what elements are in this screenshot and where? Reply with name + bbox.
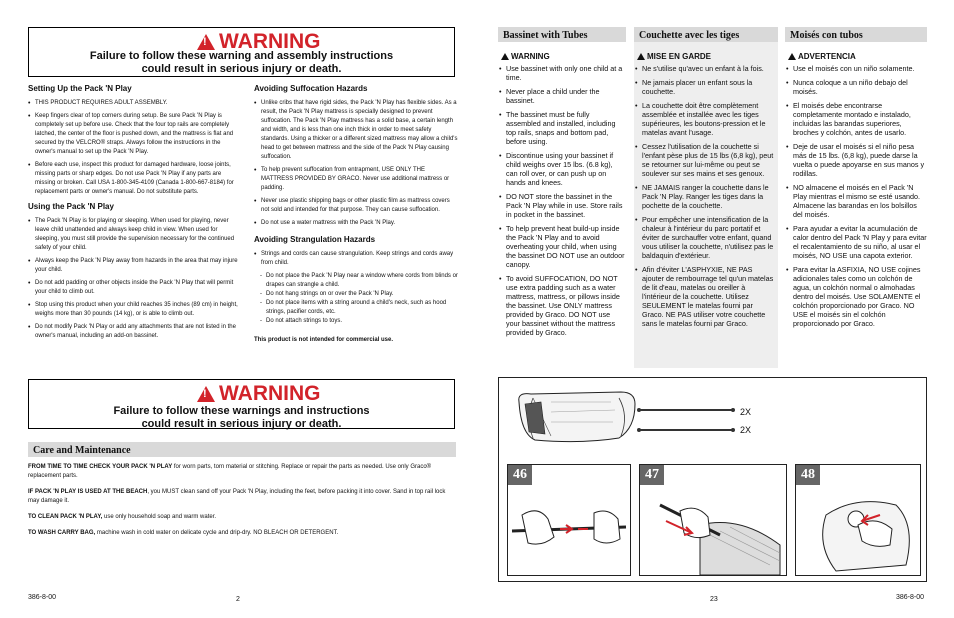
column-header: Bassinet with Tubes	[498, 27, 626, 42]
column-warning: MISE EN GARDE	[647, 52, 712, 61]
section-heading: Avoiding Suffocation Hazards	[254, 84, 368, 93]
care-paragraph: IF PACK 'N PLAY IS USED AT THE BEACH, you MUST clean sand off your Pack 'N Play, including the feet, before packing it into cover. Sand in top rail lock may damage it.	[28, 489, 446, 504]
list-item: • NE JAMAIS ranger la couchette dans le Pack 'N Play. Ranger les tiges dans la pochette de la couchette.	[634, 183, 774, 210]
list-item: • THIS PRODUCT REQUIRES ADULT ASSEMBLY.	[28, 99, 238, 108]
footer-code: 386-8-00	[28, 594, 57, 601]
bassinet-illustration	[511, 388, 641, 446]
tube-illustration	[637, 402, 737, 436]
using-list	[28, 217, 238, 341]
list-item: - Do not place the Pack 'N Play near a window where cords from blinds or drapes can strangle a child.	[260, 272, 458, 290]
list-item: • Do not use a water mattress with the Pack 'N Play.	[254, 219, 458, 228]
list-item: • Nunca coloque a un niño debajo del moisés.	[785, 78, 927, 96]
list-item: • To avoid SUFFOCATION, DO NOT use extra padding such as a water mattress, mattress, or pillows inside the bassinet. Use ONLY mattress provided by Graco. DO NOT use your bassinet without the mattress provided by Graco.	[498, 274, 626, 337]
warning-title: WARNING	[219, 30, 321, 53]
suffocation-list	[254, 99, 458, 228]
part-quantity: 2X	[740, 425, 752, 435]
list-item: • Use el moisés con un niño solamente.	[785, 64, 927, 73]
figure-number: 46	[508, 465, 532, 485]
warning-box-top	[28, 27, 455, 77]
care-paragraph: FROM TIME TO TIME CHECK YOUR PACK 'N PLAY for worn parts, torn material or stitching. Replace or repair the parts as needed. Use only Graco® replacement parts.	[28, 464, 432, 479]
list-item: • Use bassinet with only one child at a time.	[498, 64, 626, 82]
figure-number: 48	[796, 465, 820, 485]
list-item: - Do not place items with a string around a child's neck, such as hood strings, pacifier cords, etc.	[260, 299, 458, 317]
figure-number: 47	[640, 465, 664, 485]
list-item: - Do not hang strings on or over the Pack 'N Play.	[260, 290, 458, 299]
list-item: • To help prevent suffocation from entrapment, USE ONLY THE MATTRESS PROVIDED BY GRACO. Never use additional mattress or padding.	[254, 166, 458, 193]
column-warning: WARNING	[511, 52, 550, 61]
list-item: • NO almacene el moisés en el Pack 'N Play mientras el mismo se esté usando. Almacene las barandas en los bolsillos del moisés.	[785, 183, 927, 219]
list-item: • Para evitar la ASFIXIA, NO USE cojines adicionales tales como un colchón de agua, un colchón normal o almohadas dentro del moisés. Use SOLAMENTE el colchón proporcionado por Graco. NO USE el moisés sin el colchón proporcionado por Graco.	[785, 265, 927, 328]
strangulation-dash-list	[260, 272, 458, 326]
column-list	[498, 64, 626, 337]
list-item: • Never place a child under the bassinet.	[498, 87, 626, 105]
warning-box-bottom	[28, 379, 455, 429]
list-item: • Stop using this product when your child reaches 35 inches (89 cm) in height, weighs more than 30 pounds (14 kg), or is able to climb out.	[28, 301, 238, 319]
strangulation-list	[254, 250, 458, 268]
warning-triangle-icon	[197, 386, 215, 402]
warning-line: could result in serious injury or death.	[141, 63, 342, 75]
list-item: • Do not modify Pack 'N Play or add any attachments that are not listed in the owner's manual, including an add-on bassinet.	[28, 323, 238, 341]
column-english	[498, 27, 626, 342]
list-item: • La couchette doit être complètement assemblée et installée avec les tiges supérieures, les boutons-pression et le matelas avant l'usage.	[634, 101, 774, 137]
list-item: • Deje de usar el moisés si el niño pesa más de 15 lbs. (6,8 kg), puede darse la vuelta o puede apoyarse en sus manos y rodillas.	[785, 142, 927, 178]
inserting-tube-illustration	[640, 485, 786, 575]
column-list	[634, 64, 778, 328]
list-item: • Before each use, inspect this product for damaged hardware, loose joints, missing parts or sharp edges. Do not use Pack 'N Play if any parts are missing or broken. Call USA 1-800-345-4109 (Canada 1-800-667-8184) for replacement parts or owner's manual. Do not substitute parts.	[28, 161, 238, 197]
warning-triangle-icon	[637, 53, 645, 60]
warning-line: could result in serious injury or death.	[141, 418, 342, 430]
commercial-note: This product is not intended for commercial use.	[254, 337, 394, 343]
page-number: 2	[236, 596, 240, 603]
list-item: • El moisés debe encontrarse completamente montado e instalado, incluidas las barandas superiores, broches y colchón, antes de usarlo.	[785, 101, 927, 137]
page-number: 23	[710, 596, 718, 603]
warning-line: Failure to follow these warnings and instructions	[113, 405, 370, 417]
section-heading: Setting Up the Pack 'N Play	[28, 84, 132, 93]
list-item: • Pour empêcher une intensification de la chaleur à l'intérieur du parc portatif et éviter de surchauffer votre enfant, quand vous utiliser la couchette, n'utilisez pas le baldaquin d'extérieur.	[634, 215, 774, 260]
setup-list	[28, 99, 238, 197]
list-item: • Ne s'utilise qu'avec un enfant à la fois.	[634, 64, 774, 73]
hazards-section	[254, 84, 458, 345]
list-item: • Do not add padding or other objects inside the Pack 'N Play that will permit your child to climb out.	[28, 279, 238, 297]
figure-47	[639, 464, 787, 576]
list-item: • Discontinue using your bassinet if child weighs over 15 lbs. (6.8 kg), can roll over, or can push up on hands and knees.	[498, 151, 626, 187]
list-item: • Para ayudar a evitar la acumulación de calor dentro del Pack 'N Play y para evitar el recalentamiento de su niño, al usar el moisés, NO USE una capota exterior.	[785, 224, 927, 260]
column-spanish	[785, 27, 927, 333]
list-item: • Ne jamais placer un enfant sous la couchette.	[634, 78, 774, 96]
warning-triangle-icon	[501, 53, 509, 60]
list-item: - Do not attach strings to toys.	[260, 317, 458, 326]
list-item: • The bassinet must be fully assembled and installed, including top rails, snaps and bottom pad, before using.	[498, 110, 626, 146]
list-item: • To help prevent heat build-up inside the Pack 'N Play and to avoid overheating your child, when using the bassinet DO NOT use an outdoor canopy.	[498, 224, 626, 269]
column-list	[785, 64, 927, 328]
footer-code: 386-8-00	[896, 594, 925, 601]
list-item: • Never use plastic shipping bags or other plastic film as mattress covers not sold and intended for that purpose. They can cause suffocation.	[254, 197, 458, 215]
list-item: • Afin d'éviter L'ASPHYXIE, NE PAS ajouter de rembourrage tel qu'un matelas de lit d'eau, matelas ou oreiller à l'intérieur de la couchette. Utilisez SEULEMENT le matelas fourni par Graco. NE PAS utiliser votre couchette sans le matelas fourni par Graco.	[634, 265, 774, 328]
column-warning: ADVERTENCIA	[798, 52, 856, 61]
list-item: • Keep fingers clear of top corners during setup. Be sure Pack 'N Play is completely set up before use. Check that the four top rails are completely latched, the center of the floor is pushed down, and the mattress is flat and secured by the VELCRO® straps. Always follow the instructions in the owner's manual to set up the Pack 'N Play.	[28, 112, 238, 157]
column-french	[634, 27, 778, 368]
list-item: • Cessez l'utilisation de la couchette si l'enfant pèse plus de 15 lbs (6,8 kg), peut se retourner sur lui-même ou peut se soulever sur ses mains et ses genoux.	[634, 142, 774, 178]
hands-connecting-tube-illustration	[508, 485, 630, 575]
care-paragraph: TO WASH CARRY BAG, machine wash in cold water on delicate cycle and drip-dry. NO BLEACH OR DETERGENT.	[28, 530, 339, 536]
list-item: • Unlike cribs that have rigid sides, the Pack 'N Play has flexible sides. As a result, the Pack 'N Play mattress is specially designed to prevent suffocation. The Pack 'N Play mattress has a solid base, a certain length and width, and is less than one inch thick in order to meet safety standards. Using a thicker or a different sized mattress may allow a child's head to get between mattress and the side of the Pack 'N Play causing suffocation.	[254, 99, 458, 162]
care-heading: Care and Maintenance	[28, 442, 456, 457]
parts-illustration	[498, 377, 927, 582]
setup-section	[28, 84, 238, 345]
care-paragraph: TO CLEAN PACK 'N PLAY, use only household soap and warm water.	[28, 514, 217, 520]
list-item: • The Pack 'N Play is for playing or sleeping. When used for playing, never leave child unattended and always keep child in view. When used for sleeping, you must still provide the supervision necessary for the continued safety of your child.	[28, 217, 238, 253]
part-quantity: 2X	[740, 407, 752, 417]
figure-46	[507, 464, 631, 576]
warning-triangle-icon	[197, 34, 215, 50]
column-header: Couchette avec les tiges	[634, 27, 778, 42]
section-heading: Avoiding Strangulation Hazards	[254, 235, 376, 244]
securing-corner-illustration	[796, 485, 920, 575]
warning-triangle-icon	[788, 53, 796, 60]
list-item: • Strings and cords can cause strangulation. Keep strings and cords away from child.	[254, 250, 458, 268]
warning-title: WARNING	[219, 382, 321, 405]
column-header: Moisés con tubos	[785, 27, 927, 42]
figure-48	[795, 464, 921, 576]
warning-line: Failure to follow these warning and assembly instructions	[89, 50, 394, 62]
care-section	[28, 463, 455, 545]
list-item: • Always keep the Pack 'N Play away from hazards in the area that may injure your child.	[28, 257, 238, 275]
list-item: • DO NOT store the bassinet in the Pack 'N Play while in use. Store rails in pocket in the bassinet.	[498, 192, 626, 219]
section-heading: Using the Pack 'N Play	[28, 202, 114, 211]
